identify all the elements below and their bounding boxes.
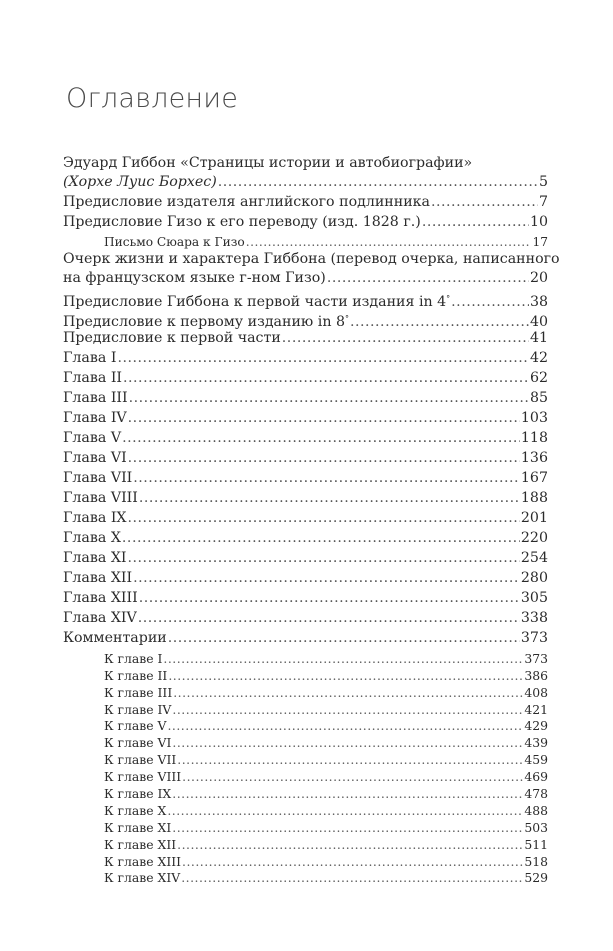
toc-entry-title: [63, 549, 127, 568]
toc-entry: [63, 154, 548, 193]
toc-entry-row: [63, 349, 548, 369]
dot-leader: [327, 269, 529, 288]
toc-entry: [63, 409, 548, 429]
toc-entry-title: [63, 193, 430, 212]
toc-entry-title-text: К главе XII: [104, 836, 177, 852]
toc-entry-row: [63, 549, 548, 569]
toc-entry: [104, 649, 548, 666]
toc-entry-row: [63, 309, 548, 329]
toc-entry-row: [63, 269, 548, 289]
toc-entry-line: Эдуард Гиббон «Страницы истории и автобиографии»: [63, 155, 473, 171]
dot-leader: [128, 409, 520, 428]
toc-entry-row: [104, 733, 548, 750]
toc-entry-title-text: Предисловие Гизо к его переводу (изд. 1828 г.): [63, 214, 421, 230]
toc-page-number: 167: [520, 469, 548, 486]
dot-leader: [139, 489, 520, 508]
toc-entry-title-text: Глава XIV: [63, 609, 137, 626]
toc-entry-row: [63, 629, 548, 649]
toc-entry-row: [104, 801, 548, 818]
toc-entry-title: [104, 868, 180, 887]
toc-entry-row: [104, 649, 548, 666]
toc-entry-title-text: К главе II: [104, 667, 168, 683]
toc-page-number: 20: [529, 269, 548, 286]
toc-entry-title-text: Предисловие к первому изданию in 8: [63, 313, 345, 330]
toc-entry: [104, 750, 548, 767]
toc-entry-superscript: °: [446, 293, 451, 303]
toc-entry-row: [104, 818, 548, 835]
toc-entry: [104, 784, 548, 801]
toc-entry: [104, 818, 548, 835]
toc-entry: [63, 489, 548, 509]
toc-entry: [63, 589, 548, 609]
toc-page-number: 7: [538, 194, 548, 210]
toc-entry-title-text: Глава X: [63, 529, 121, 546]
toc-entry: [104, 801, 548, 818]
toc-entry-title-text: К главе XIII: [104, 853, 182, 869]
toc-entry-title-text: Письмо Сюара к Гизо: [104, 235, 245, 249]
toc-page-number: 408: [524, 684, 548, 700]
dot-leader: [117, 349, 529, 368]
toc-entry-title: [63, 389, 128, 408]
toc-page-number: 10: [529, 214, 548, 230]
toc-entry-title-text: К главе I: [104, 650, 163, 666]
toc-entry-row: [63, 213, 548, 233]
toc-entry-row: [63, 569, 548, 589]
toc-entry-title-text: Глава VIII: [63, 489, 138, 506]
toc-entry-row: [104, 784, 548, 801]
toc-entry-row: [63, 529, 548, 549]
dot-leader: [122, 529, 520, 548]
dot-leader: [133, 469, 520, 488]
toc-page-number: 386: [524, 667, 548, 683]
toc-entry-title: [63, 173, 217, 192]
toc-entry: [104, 716, 548, 733]
toc-entry: [104, 767, 548, 784]
toc-entry: [63, 549, 548, 569]
toc-entry: [104, 852, 548, 869]
toc-entry-row: [63, 173, 548, 193]
toc-entry-title-text: Глава XI: [63, 549, 127, 566]
toc-entry: [63, 509, 548, 529]
toc-entry-title-text: Глава III: [63, 389, 128, 406]
toc-page-number: 469: [524, 769, 548, 785]
toc-entry: [104, 683, 548, 700]
toc-entry-row: [104, 683, 548, 700]
toc-entry-title: [63, 329, 281, 348]
dot-leader: [128, 509, 520, 528]
toc-entry-row: [63, 469, 548, 489]
dot-leader: [181, 868, 523, 887]
toc-entry-line: Очерк жизни и характера Гиббона (перевод очерка, написанного: [63, 250, 560, 267]
toc-entry-row: [104, 835, 548, 852]
toc-page-number: 40: [529, 313, 548, 330]
toc-page-number: 421: [524, 701, 548, 717]
toc-page-number: 280: [520, 569, 548, 586]
toc-entry-title: [63, 269, 326, 288]
toc-entry: [63, 449, 548, 469]
dot-leader: [129, 389, 529, 408]
dot-leader: [139, 589, 520, 608]
toc-page-number: 529: [524, 870, 548, 886]
toc-entry-title: [63, 609, 137, 628]
toc-entry-title-text: К главе III: [104, 684, 173, 700]
toc-entry-title-text: Глава XII: [63, 569, 133, 586]
toc-entry: [104, 700, 548, 717]
toc-page-number: 373: [524, 650, 548, 666]
toc-entry-title-text: К главе VI: [104, 735, 172, 751]
toc-page-number: 305: [520, 589, 548, 606]
toc-page-number: 118: [520, 429, 548, 446]
toc-entry-row: [104, 852, 548, 869]
toc-page-number: 439: [524, 735, 548, 751]
toc-page-number: 429: [524, 718, 548, 734]
toc-page-number: 511: [524, 836, 548, 852]
toc-page-number: 478: [524, 786, 548, 802]
toc-entry-row: [104, 868, 548, 885]
dot-leader: [123, 369, 529, 388]
toc-entry-title-text: К главе V: [104, 718, 167, 734]
toc-entry-row: [63, 449, 548, 469]
toc-entry-title-text: Предисловие издателя английского подлинника: [63, 194, 431, 210]
toc-entry-title: [63, 213, 421, 232]
dot-leader: [133, 569, 520, 588]
toc-entry: [63, 193, 548, 213]
toc-entry: [104, 868, 548, 885]
toc-entry-title-text: Предисловие Гиббона к первой части издания in 4: [63, 293, 447, 310]
toc-entry-row: [104, 666, 548, 683]
toc-entry-title: [63, 469, 132, 488]
toc-entry-title-text: Глава VI: [63, 449, 127, 466]
dot-leader: [168, 629, 520, 648]
toc-page-number: 38: [529, 293, 548, 310]
page-title: Оглавление: [66, 83, 239, 114]
toc-entry-title-text: К главе XI: [104, 819, 172, 835]
toc-entry-row: [63, 509, 548, 529]
toc-page-number: 85: [529, 389, 548, 406]
toc-entry-title: [63, 409, 127, 428]
toc-page-number: 373: [520, 629, 548, 646]
toc-page-number: 41: [529, 329, 548, 346]
dot-leader: [282, 329, 529, 348]
dot-leader: [122, 429, 520, 448]
toc-entry-title: [63, 489, 138, 508]
toc-entry-title: [63, 569, 132, 588]
toc-entry: [63, 429, 548, 449]
toc-entry: [104, 733, 548, 750]
toc-entry-title-text: Глава IV: [63, 409, 127, 426]
toc-entry-title-text: Глава II: [63, 369, 123, 386]
toc-entry-title-text: К главе X: [104, 802, 167, 818]
toc-page-number: 488: [524, 802, 548, 818]
dot-leader: [431, 193, 538, 212]
toc-entry: [104, 666, 548, 683]
toc-entry-row: [104, 716, 548, 733]
toc-entry-row: [63, 289, 548, 309]
toc-entry: [104, 835, 548, 852]
toc-page-number: 17: [532, 235, 548, 249]
toc-page-number: 5: [538, 174, 548, 190]
dot-leader: [128, 449, 520, 468]
toc-entry-title-text: К главе VIII: [104, 769, 182, 785]
toc-entry-title-text: Глава I: [63, 349, 117, 366]
toc-entry-title: [63, 369, 122, 388]
toc-entry-title-text: К главе VII: [104, 752, 177, 768]
toc-entry-title: [63, 589, 138, 608]
toc-entry: [63, 629, 548, 649]
toc-entry-title-text: на французском языке г-ном Гизо): [63, 269, 326, 286]
toc-entry: [63, 329, 548, 349]
toc-entry-row: [104, 700, 548, 717]
toc-entry-title-text: Глава IX: [63, 509, 127, 526]
toc-page-number: 62: [529, 369, 548, 386]
toc-entry-title-text: Предисловие к первой части: [63, 329, 281, 346]
toc-entry: [63, 469, 548, 489]
toc-entry: [63, 289, 548, 309]
dot-leader: [218, 173, 538, 192]
toc-entry-title: [63, 509, 127, 528]
toc-entry-row: [63, 609, 548, 629]
toc-entry-title-text: Глава XIII: [63, 589, 138, 606]
toc-page-number: 338: [520, 609, 548, 626]
toc-entry-title-text: К главе IX: [104, 786, 172, 802]
toc-entry-row: [63, 193, 548, 213]
toc-entry-row: [104, 767, 548, 784]
toc-entry-title: [63, 429, 121, 448]
toc-entry-title-text: Глава V: [63, 429, 122, 446]
toc-entry-row: [104, 233, 548, 250]
toc-entry-title-text: (Хорхе Луис Борхес): [63, 174, 217, 190]
toc-entry-row: [63, 369, 548, 389]
toc-entry-title-text: К главе XIV: [104, 870, 181, 886]
toc-entry: [63, 529, 548, 549]
toc-page-number: 518: [524, 853, 548, 869]
toc-entry-title: [63, 529, 121, 548]
toc-page-number: 188: [520, 489, 548, 506]
toc-entry-row: [63, 329, 548, 349]
toc-entry: [104, 233, 548, 250]
toc-entry: [63, 389, 548, 409]
dot-leader: [422, 213, 529, 232]
toc-entry: [63, 309, 548, 329]
toc-entry-title-text: К главе IV: [104, 701, 172, 717]
toc-entry-title-text: Комментарии: [63, 629, 167, 646]
toc-entry: [63, 349, 548, 369]
toc-entry: [63, 569, 548, 589]
toc-entry: [63, 213, 548, 233]
toc-entry: [63, 250, 560, 289]
toc-entry-title: [63, 629, 167, 648]
toc-entry-title: [63, 349, 116, 368]
toc-entry-superscript: °: [345, 313, 349, 323]
toc-page-number: 42: [529, 349, 548, 366]
toc-entry-row: [63, 409, 548, 429]
dot-leader: [128, 549, 520, 568]
toc-page-number: 254: [520, 549, 548, 566]
toc-entry-title-text: Глава VII: [63, 469, 133, 486]
table-of-contents: [63, 154, 560, 886]
toc-page-number: 459: [524, 752, 548, 768]
toc-entry-row: [63, 589, 548, 609]
toc-page-number: 201: [520, 509, 548, 526]
dot-leader: [138, 609, 520, 628]
toc-page-number: 136: [520, 449, 548, 466]
toc-entry-row: [63, 389, 548, 409]
toc-page-number: 503: [524, 819, 548, 835]
toc-entry-title: [63, 449, 127, 468]
toc-entry-row: [63, 489, 548, 509]
toc-page-number: 103: [520, 409, 548, 426]
toc-entry: [63, 609, 548, 629]
toc-entry-row: [63, 429, 548, 449]
toc-entry: [63, 369, 548, 389]
toc-entry-row: [104, 750, 548, 767]
toc-page-number: 220: [520, 529, 548, 546]
